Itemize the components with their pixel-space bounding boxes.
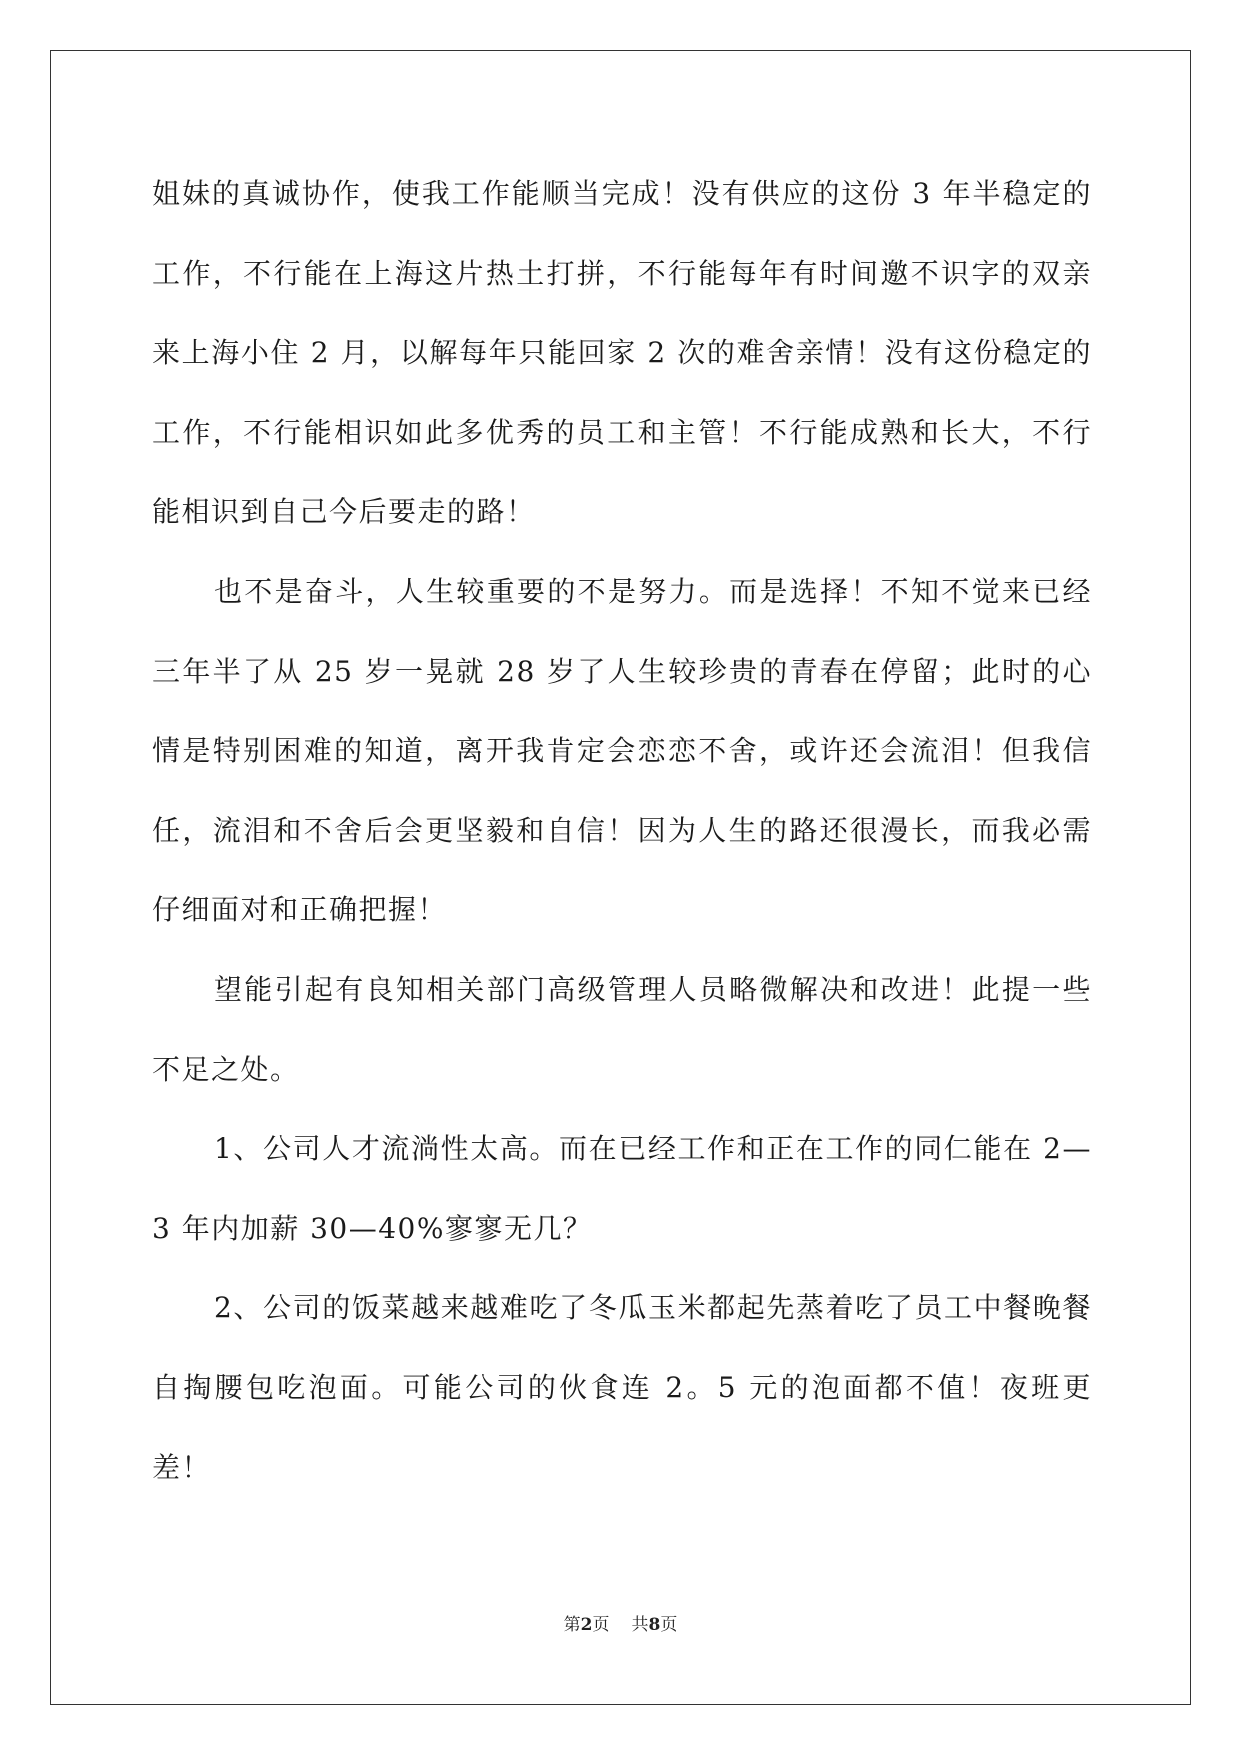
paragraph-5: 2、公司的饭菜越来越难吃了冬瓜玉米都起先蒸着吃了员工中餐晚餐自掏腰包吃泡面。可能公司的伙食连 2。5 元的泡面都不值！夜班更差！ — [152, 1291, 1092, 1484]
document-body — [152, 154, 1092, 1507]
total-prefix: 共 — [631, 1615, 649, 1635]
paragraph-4: 1、公司人才流淌性太高。而在已经工作和正在工作的同仁能在 2—3 年内加薪 30—40%寥寥无几？ — [152, 1132, 1092, 1245]
paragraph-2: 也不是奋斗，人生较重要的不是努力。而是选择！不知不觉来已经三年半了从 25 岁一晃就 28 岁了人生较珍贵的青春在停留；此时的心情是特别困难的知道，离开我肯定会恋恋不舍，或许还会流泪！但我信任，流泪和不舍后会更坚毅和自信！因为人生的路还很漫长，而我必需仔细面对和正确把握！ — [152, 574, 1092, 927]
page-total: 8 — [648, 1615, 661, 1635]
paragraph-3: 望能引起有良知相关部门高级管理人员略微解决和改进！此提一些不足之处。 — [152, 972, 1092, 1086]
page-unit: 页 — [592, 1615, 610, 1635]
page-prefix: 第 — [563, 1615, 581, 1635]
paragraph-1: 姐妹的真诚协作，使我工作能顺当完成！没有供应的这份 3 年半稳定的工作，不行能在上海这片热土打拼，不行能每年有时间邀不识字的双亲来上海小住 2 月，以解每年只能回家 2 次的难舍亲情！没有这份稳定的工作，不行能相识如此多优秀的员工和主管！不行能成熟和长大，不行能相识到自己今后要走的路！ — [152, 177, 1092, 529]
page-current: 2 — [580, 1615, 593, 1635]
total-unit: 页 — [660, 1615, 678, 1635]
page-footer — [0, 1610, 1241, 1635]
